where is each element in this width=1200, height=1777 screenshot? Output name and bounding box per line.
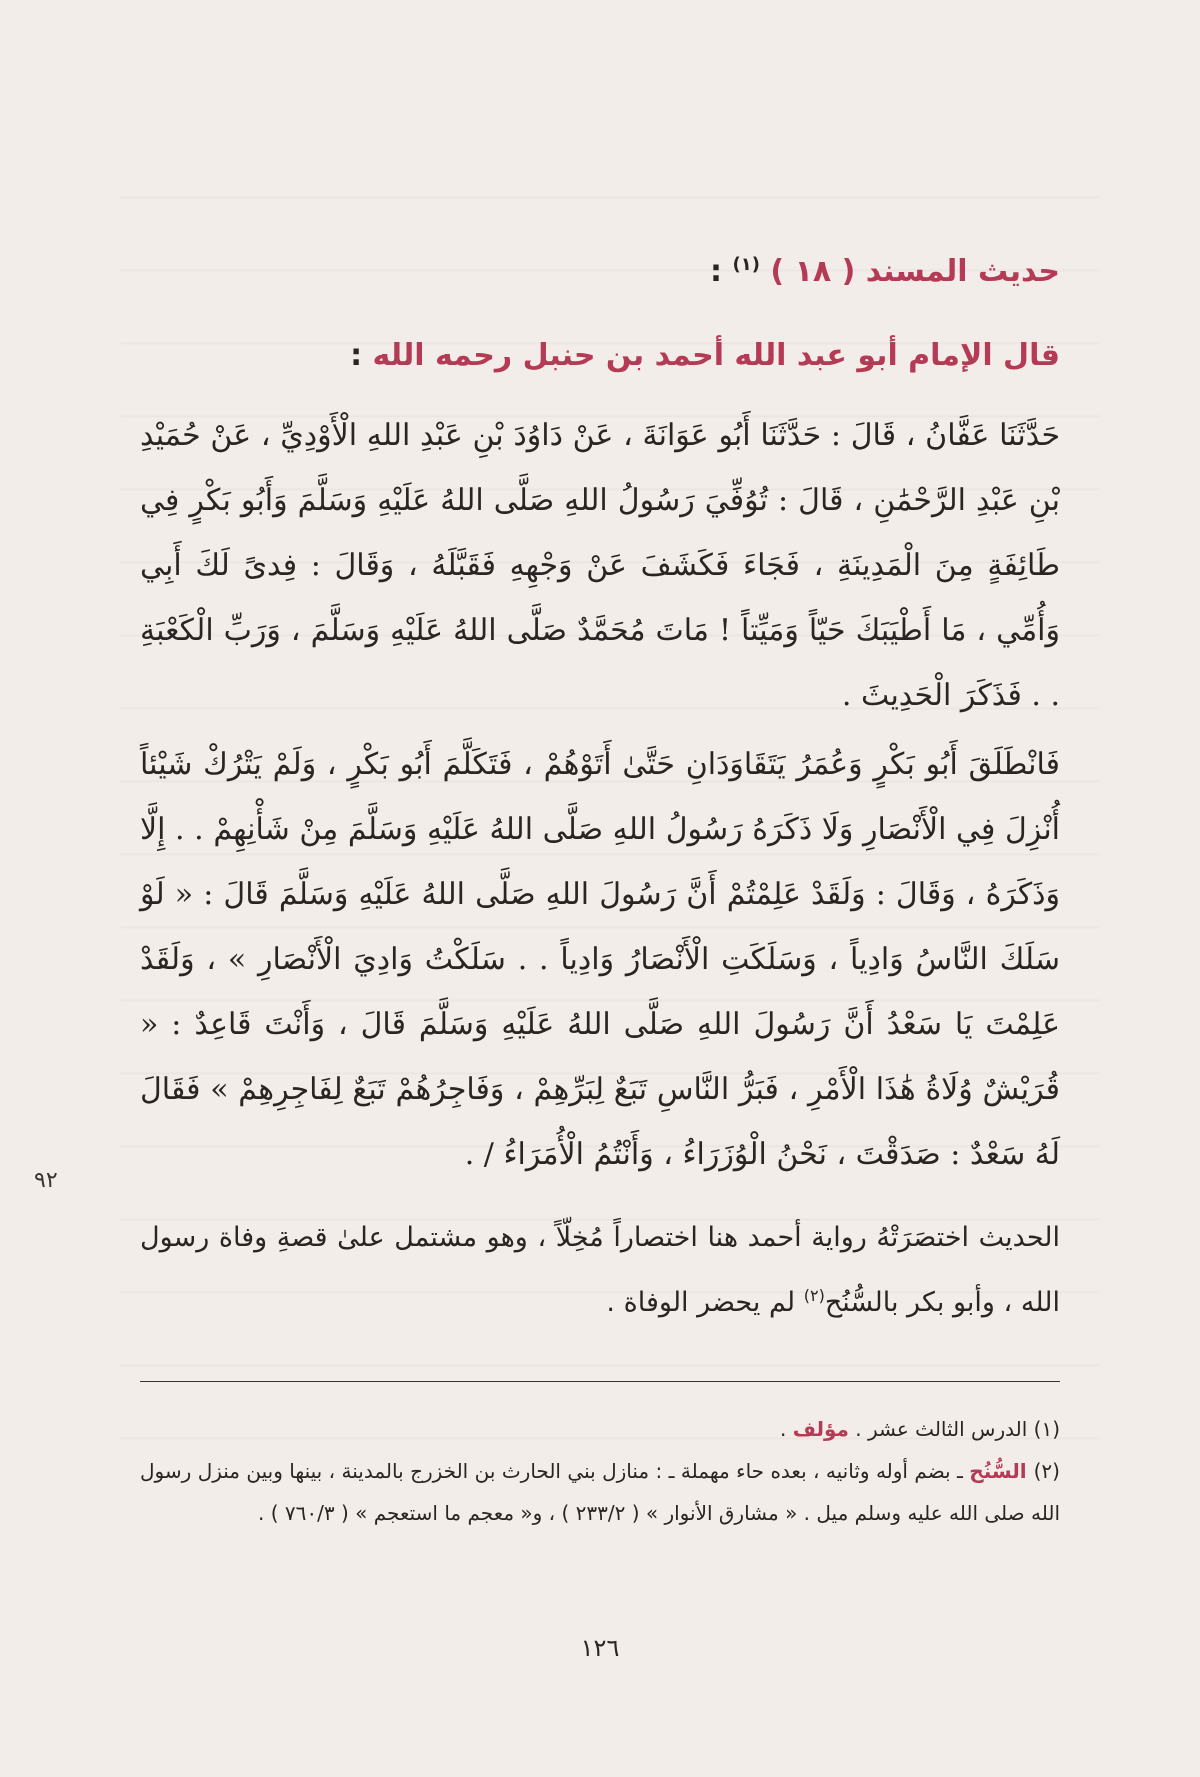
- footnotes-block: [140, 1408, 1060, 1534]
- hadith-paragraph-1: حَدَّثَنَا عَفَّانُ ، قَالَ : حَدَّثَنَا أَبُو عَوَانَةَ ، عَنْ دَاوُدَ بْنِ عَبْدِ اللهِ الْأَوْدِيِّ ، عَنْ حُمَيْدِ بْنِ عَبْدِ الرَّحْمَٰنِ ، قَالَ : تُوُفِّيَ رَسُولُ اللهِ صَلَّى اللهُ عَلَيْهِ وَسَلَّمَ وَأَبُو بَكْرٍ فِي طَائِفَةٍ مِنَ الْمَدِينَةِ ، فَجَاءَ فَكَشَفَ عَنْ وَجْهِهِ فَقَبَّلَهُ ، وَقَالَ : فِدىً لَكَ أَبِي وَأُمِّي ، مَا أَطْيَبَكَ حَيّاً وَمَيِّتاً ! مَاتَ مُحَمَّدٌ صَلَّى اللهُ عَلَيْهِ وَسَلَّمَ ، وَرَبِّ الْكَعْبَةِ . . فَذَكَرَ الْحَدِيثَ .: [140, 418, 1060, 713]
- hadith-paragraph-2: فَانْطَلَقَ أَبُو بَكْرٍ وَعُمَرُ يَتَقَاوَدَانِ حَتَّىٰ أَتَوْهُمْ ، فَتَكَلَّمَ أَبُو بَكْرٍ ، وَلَمْ يَتْرُكْ شَيْئاً أُنْزِلَ فِي الْأَنْصَارِ وَلَا ذَكَرَهُ رَسُولُ اللهِ صَلَّى اللهُ عَلَيْهِ وَسَلَّمَ مِنْ شَأْنِهِمْ . . إِلَّا وَذَكَرَهُ ، وَقَالَ : وَلَقَدْ عَلِمْتُمْ أَنَّ رَسُولَ اللهِ صَلَّى اللهُ عَلَيْهِ وَسَلَّمَ قَالَ : « لَوْ سَلَكَ النَّاسُ وَادِياً ، وَسَلَكَتِ الْأَنْصَارُ وَادِياً . . سَلَكْتُ وَادِيَ الْأَنْصَارِ » ، وَلَقَدْ عَلِمْتَ يَا سَعْدُ أَنَّ رَسُولَ اللهِ صَلَّى اللهُ عَلَيْهِ وَسَلَّمَ قَالَ ، وَأَنْتَ قَاعِدٌ : « قُرَيْشٌ وُلَاةُ هَٰذَا الْأَمْرِ ، فَبَرُّ النَّاسِ تَبَعٌ لِبَرِّهِمْ ، وَفَاجِرُهُمْ تَبَعٌ لِفَاجِرِهِمْ » فَقَالَ لَهُ سَعْدٌ : صَدَقْتَ ، نَحْنُ الْوُزَرَاءُ ، وَأَنْتُمُ الْأُمَرَاءُ / .: [140, 747, 1060, 1172]
- main-text-block: [140, 242, 1060, 1359]
- footnote-ref-1: (١): [732, 254, 760, 275]
- imam-attribution: [140, 333, 1060, 379]
- summary-paragraph: [140, 1209, 1060, 1332]
- footnote-ref-2: (٢): [803, 1286, 825, 1305]
- footnote-1-text: الدرس الثالث عشر .: [848, 1417, 1034, 1441]
- heading-suffix: ): [770, 254, 785, 289]
- footnote-divider: [140, 1381, 1060, 1382]
- page-number: ١٢٦: [580, 1634, 620, 1662]
- footnote-2-marker: (٢): [1033, 1459, 1060, 1483]
- footnote-1-author: مؤلف: [792, 1417, 849, 1441]
- heading-number: ١٨: [784, 254, 842, 289]
- summary-text: الحديث اختصَرَتْهُ رواية أحمد هنا اختصاراً مُخِلّاً ، وهو مشتمل علىٰ قصةِ وفاة رسول الله ، وأبو بكر بالسُّنُح: [140, 1222, 1060, 1318]
- summary-text-end: لم يحضر الوفاة .: [606, 1287, 804, 1318]
- margin-page-reference: ٩٢: [34, 1168, 58, 1193]
- section-heading: [140, 242, 1060, 295]
- footnote-2: [140, 1450, 1060, 1534]
- footnote-1-end: .: [779, 1417, 793, 1441]
- heading-prefix: حديث المسند (: [841, 254, 1060, 289]
- imam-colon: :: [350, 338, 373, 373]
- heading-colon: :: [710, 254, 733, 289]
- footnote-1-marker: (١): [1033, 1417, 1060, 1441]
- imam-text: قال الإمام أبو عبد الله أحمد بن حنبل رحمه الله: [372, 338, 1060, 373]
- footnote-2-term: السُّنُح: [969, 1459, 1034, 1483]
- footnote-1: [140, 1408, 1060, 1450]
- footnote-2-text: ـ بضم أوله وثانيه ، بعده حاء مهملة ـ : منازل بني الحارث بن الخزرج بالمدينة ، بينها وبين منزل رسول الله صلى الله عليه وسلم ميل . « مشارق الأنوار » ( ٢٣٣/٢ ) ، و« معجم ما استعجم » ( ٧٦٠/٣ ) .: [140, 1459, 1060, 1525]
